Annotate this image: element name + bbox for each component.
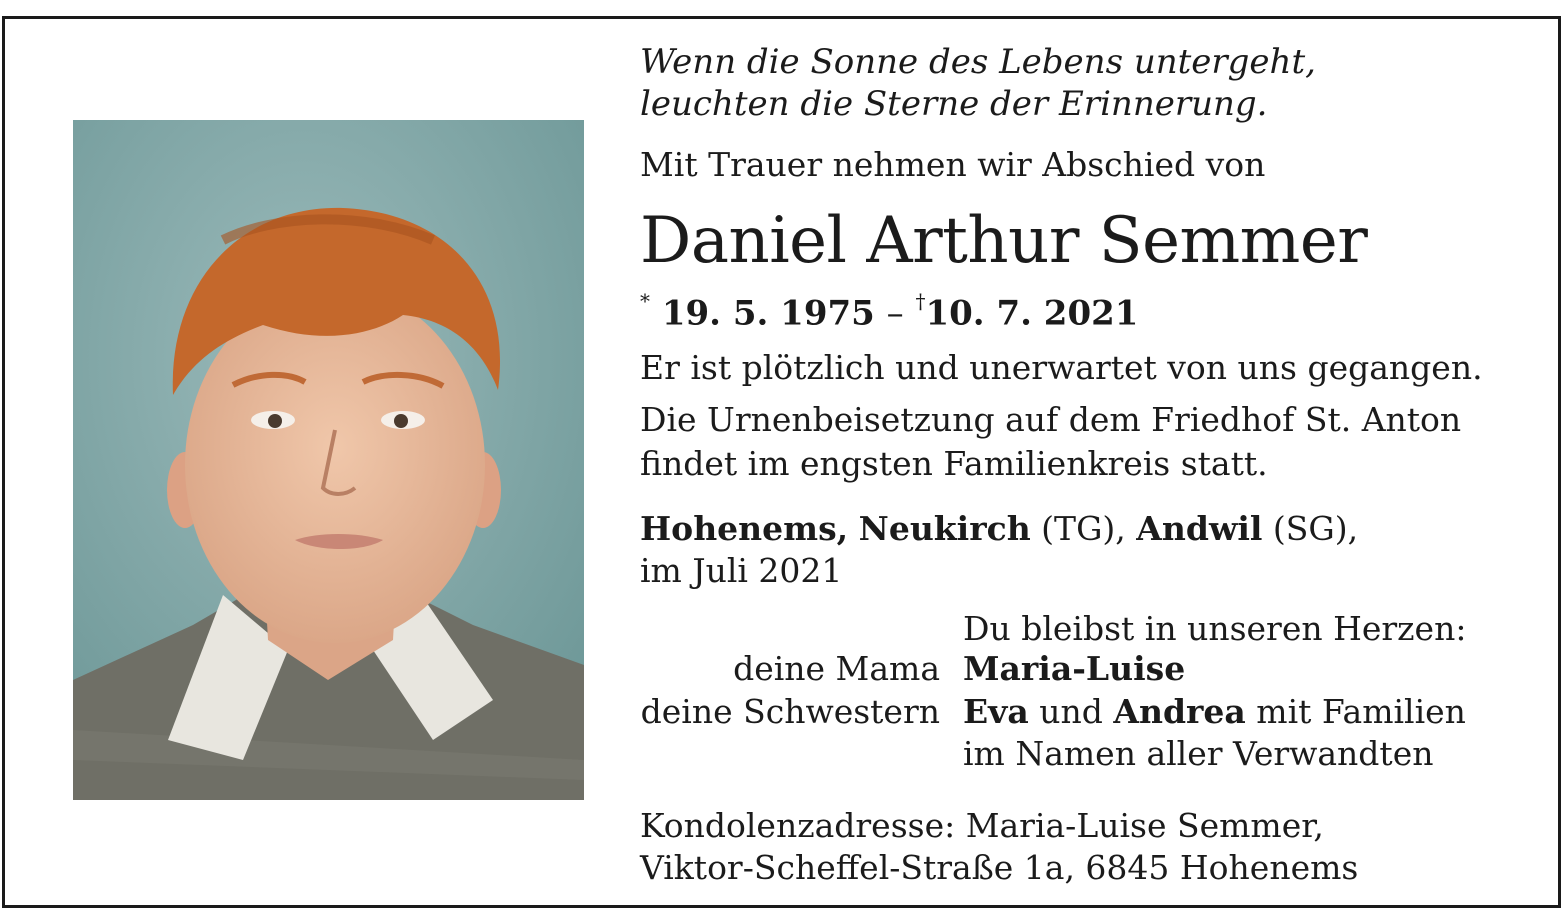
life-dates bbox=[640, 282, 1138, 336]
places-line bbox=[640, 506, 1358, 552]
birth-symbol: * bbox=[640, 289, 650, 313]
mourner-names-sisters bbox=[963, 689, 1466, 735]
place-andwil: Andwil bbox=[1136, 509, 1263, 548]
date-line: im Juli 2021 bbox=[640, 551, 843, 590]
quote-line-2: leuchten die Sterne der Erinnerung. bbox=[640, 84, 1268, 124]
condolence-line-2: Viktor-Scheffel-Straße 1a, 6845 Hohenems bbox=[640, 848, 1359, 887]
mourner-joiner: und bbox=[1028, 692, 1114, 731]
portrait-photo bbox=[73, 120, 584, 800]
message-line-2: Die Urnenbeisetzung auf dem Friedhof St. Anton bbox=[640, 400, 1462, 439]
mourner-suffix: mit Familien bbox=[1245, 692, 1466, 731]
mourners-closing: im Namen aller Verwandten bbox=[963, 734, 1434, 773]
mourner-role-mama: deine Mama bbox=[733, 649, 940, 688]
mourner-maria-luise: Maria-Luise bbox=[963, 649, 1186, 688]
death-symbol: † bbox=[915, 289, 926, 313]
place-andwil-region: (SG), bbox=[1262, 509, 1359, 548]
mourner-andrea: Andrea bbox=[1113, 692, 1246, 731]
mourners-heading: Du bleibst in unseren Herzen: bbox=[963, 609, 1467, 648]
mourner-role-sisters: deine Schwestern bbox=[640, 692, 940, 731]
deceased-name: Daniel Arthur Semmer bbox=[640, 204, 1368, 278]
message-line-1: Er ist plötzlich und unerwartet von uns gegangen. bbox=[640, 348, 1483, 387]
death-date: 10. 7. 2021 bbox=[925, 293, 1139, 334]
birth-date: 19. 5. 1975 bbox=[661, 293, 875, 334]
date-separator: – bbox=[886, 293, 904, 334]
mourner-eva: Eva bbox=[963, 692, 1029, 731]
condolence-line-1: Kondolenzadresse: Maria-Luise Semmer, bbox=[640, 806, 1324, 845]
portrait-illustration bbox=[73, 120, 584, 800]
place-hohenems: Hohenems, bbox=[640, 509, 849, 548]
intro-text: Mit Trauer nehmen wir Abschied von bbox=[640, 145, 1266, 184]
message-line-3: findet im engsten Familienkreis statt. bbox=[640, 444, 1268, 483]
place-neukirch: Neukirch bbox=[858, 509, 1031, 548]
place-neukirch-region: (TG), bbox=[1030, 509, 1137, 548]
mourner-name-mama bbox=[963, 646, 1185, 692]
quote-line-1: Wenn die Sonne des Lebens untergeht, bbox=[640, 42, 1316, 82]
